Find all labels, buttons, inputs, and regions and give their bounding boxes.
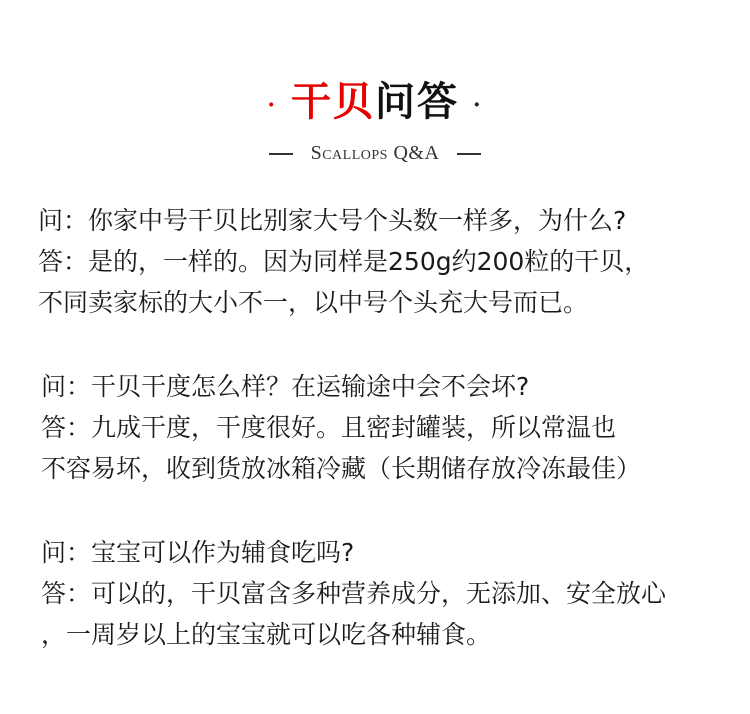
page-title (0, 78, 750, 129)
title-red-part: 干贝 (291, 78, 375, 125)
qa-2-answer-line-2: 不容易坏，收到货放冰箱冷藏（长期储存放冷冻最佳） (41, 454, 642, 483)
qa-block-3 (41, 532, 731, 655)
title-dot-right: · (473, 92, 483, 118)
qa-1-answer-line-2: 不同卖家标的大小不一，以中号个头充大号而已。 (38, 288, 589, 317)
qa-2-answer-line-1: 答：九成干度，干度很好。且密封罐装，所以常温也 (41, 413, 617, 442)
page-subtitle (0, 141, 750, 165)
page-header (0, 78, 750, 165)
qa-2-question: 问：干贝干度怎么样？在运输途中会不会坏? (41, 372, 530, 401)
qa-3-question: 问：宝宝可以作为辅食吃吗? (41, 538, 355, 567)
qa-3-answer-line-1: 答：可以的，干贝富含多种营养成分，无添加、安全放心 (41, 579, 667, 608)
qa-block-2 (41, 366, 731, 489)
title-dot-left: · (267, 92, 277, 118)
subtitle-dash-left (269, 153, 293, 155)
qa-1-question: 问：你家中号干贝比别家大号个头数一样多，为什么? (38, 206, 627, 235)
qa-1-answer-line-1: 答：是的，一样的。因为同样是250g约200粒的干贝， (38, 247, 650, 276)
qa-3-answer-line-2: ，一周岁以上的宝宝就可以吃各种辅食。 (41, 620, 492, 649)
subtitle-text: Scallops Q&A (310, 142, 440, 164)
qa-block-1 (38, 200, 728, 323)
subtitle-dash-right (457, 153, 481, 155)
title-black-part: 问答 (375, 78, 459, 125)
